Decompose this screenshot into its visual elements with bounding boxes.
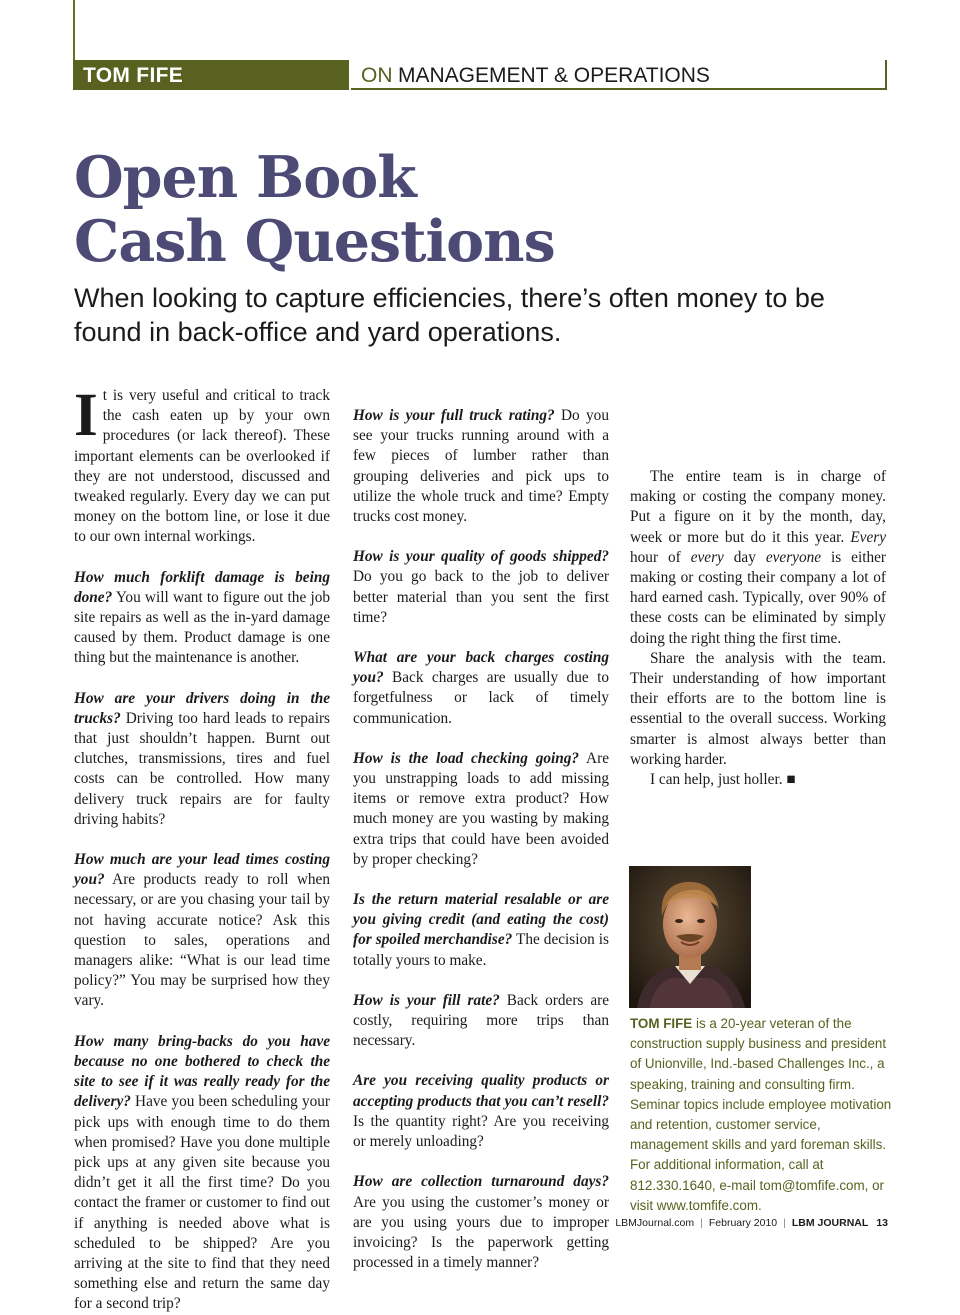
- question-fill: How is your fill rate?: [353, 991, 500, 1009]
- drop-cap: I: [74, 382, 98, 449]
- title-line-2: Cash Questions: [74, 208, 555, 275]
- answer-collection: Are you using the customer’s money or are you using yours due to improper invoicing? Is the paperwork getting processed in a timely manner?: [353, 1193, 609, 1272]
- team-every-2: every: [690, 548, 724, 566]
- paragraph-close: I can help, just holler. ■: [650, 771, 796, 789]
- team-every-1: Every: [850, 528, 886, 546]
- author-portrait-icon: [629, 866, 751, 1008]
- title-line-1: Open Book: [74, 144, 416, 211]
- footer-date: February 2010: [708, 1217, 778, 1229]
- answer-bringbacks: Have you been scheduling your pick ups with enough time to do them when promised? Have you done multiple pick ups at any given site because you didn’t get it all the first time? Do you contact the framer or customer to find out if anything is needed above what is scheduled to be shipped? Are you arriving at the site to find that they need something else and return the same day for a second trip?: [74, 1093, 330, 1313]
- answer-return: The decision is totally yours to make.: [353, 931, 609, 969]
- article-subtitle: When looking to capture efficiencies, there’s often money to be found in back-office and yard operations.: [74, 283, 825, 347]
- team-everyone: everyone: [765, 548, 822, 566]
- header-rule: [73, 0, 75, 60]
- footer-separator: |: [700, 1217, 703, 1229]
- article-title: [74, 146, 555, 274]
- question-quality: How is your quality of goods shipped?: [353, 548, 609, 566]
- paragraph-return: [353, 890, 609, 971]
- answer-truck: Do you see your trucks running around with a few pieces of lumber rather than grouping deliveries and pick ups to utilize the whole truck and time? Empty trucks cost money.: [353, 407, 609, 526]
- footer-site: LBMJournal.com: [615, 1217, 695, 1229]
- answer-forklift: You will want to figure out the job site repairs as well as the in-yard damage caused by them. Product damage is one thing but the maintenance is another.: [74, 588, 330, 667]
- footer-magazine: LBM JOURNAL: [791, 1217, 869, 1229]
- question-bringbacks: How many bring-backs do you have because no one bothered to check the site to see if it was really ready for the delivery?: [74, 1032, 330, 1111]
- paragraph-drivers: [74, 689, 330, 830]
- answer-receiving: Is the quantity right? Are you receiving or merely unloading?: [353, 1112, 609, 1151]
- intro-paragraph: [74, 382, 330, 548]
- paragraph-backcharges: [353, 648, 609, 729]
- paragraph-load: [353, 749, 609, 870]
- question-lead: How much are your lead times costing you?: [74, 851, 330, 889]
- answer-load: Are you unstrapping loads to add missing items or remove extra product? How much money are you wasting by making extra trips that could have been avoided by proper checking?: [353, 749, 609, 868]
- question-forklift: How much forklift damage is being done?: [74, 568, 330, 606]
- footer-separator: |: [783, 1217, 786, 1229]
- question-collection: How are collection turnaround days?: [353, 1173, 609, 1191]
- bio-name: TOM FIFE: [630, 1016, 693, 1031]
- answer-quality: Do you go back to the job to deliver better material than you sent the first time?: [353, 568, 609, 626]
- team-text-a: The entire team is in charge of making or costing the company money. Put a figure on it by the month, day, week or more but do it this year.: [630, 468, 886, 546]
- column-1: [74, 382, 330, 1315]
- paragraph-lead: [74, 850, 330, 1012]
- author-banner: [73, 60, 349, 90]
- paragraph-fill: [353, 991, 609, 1052]
- paragraph-bringbacks: [74, 1032, 330, 1315]
- paragraph-share: Share the analysis with the team. Their understanding of how important their efforts are to the bottom line is essential to the overall success. Working smarter is almost always better than working harder.: [630, 649, 886, 768]
- paragraph-quality: [353, 547, 609, 628]
- team-text-b: hour of: [630, 548, 691, 566]
- author-photo: [629, 866, 751, 1008]
- team-text-d: is either making or costing their company a lot of hard earned cash. Typically, over 90% of these costs can be eliminated by simply doing the right thing the first time.: [630, 548, 886, 647]
- author-name: TOM FIFE: [83, 64, 184, 87]
- question-load: How is the load checking going?: [353, 749, 580, 767]
- question-drivers: How are your drivers doing in the trucks?: [74, 689, 330, 727]
- section-title: MANAGEMENT & OPERATIONS: [398, 64, 710, 87]
- bio-text: is a 20-year veteran of the construction supply business and president of Unionville, Ind.-based Challenges Inc., a speaking, training and consulting firm. Seminar topics include employee motivation and retention, customer service, management skills and yard foreman skills. For additional information, call at 812.330.1640, e-mail tom@tomfife.com, or visit www.tomfife.com.: [630, 1016, 892, 1213]
- answer-lead: Are products ready to roll when necessary, or are you chasing your tail by not having accurate notice? Ask this question to sales, operations and managers alike: “What is our lead time policy?” You may be surprised how they vary.: [74, 871, 330, 1010]
- paragraph-truck: [353, 406, 609, 527]
- section-on: ON: [361, 64, 393, 87]
- answer-backcharges: Back charges are usually due to forgetfulness or lack of timely communication.: [353, 669, 609, 727]
- answer-drivers: Driving too hard leads to repairs that just shouldn’t happen. Burnt out clutches, transmissions, tires and fuel costs can be controlled. How many delivery truck repairs are for faulty driving habits?: [74, 709, 330, 828]
- question-receiving: Are you receiving quality products or accepting products that you can’t resell?: [353, 1072, 609, 1110]
- column-2: [353, 386, 609, 1273]
- question-truck: How is your full truck rating?: [353, 407, 555, 424]
- section-banner: [351, 60, 887, 90]
- intro-text: t is very useful and critical to track the cash eaten up by your own procedures (or lack thereof). These important elements can be overlooked if they are not understood, discussed and tweaked regularly. Every day we can put money on the bottom line, or lose it due to our own internal workings.: [74, 387, 330, 546]
- team-text-c: day: [723, 548, 766, 566]
- paragraph-team: [630, 467, 886, 649]
- question-backcharges: What are your back charges costing you?: [353, 649, 609, 687]
- answer-fill: Back orders are costly, requiring more trips than necessary.: [353, 991, 610, 1050]
- question-return: Is the return material resalable or are you giving credit (and eating the cost) for spoiled merchandise?: [353, 891, 609, 949]
- paragraph-forklift: [74, 568, 330, 669]
- page-footer: [615, 1217, 888, 1229]
- author-bio: [630, 1014, 892, 1216]
- paragraph-receiving: [353, 1071, 609, 1152]
- page-number: 13: [876, 1217, 888, 1229]
- column-3: [630, 386, 886, 790]
- paragraph-collection: [353, 1172, 609, 1273]
